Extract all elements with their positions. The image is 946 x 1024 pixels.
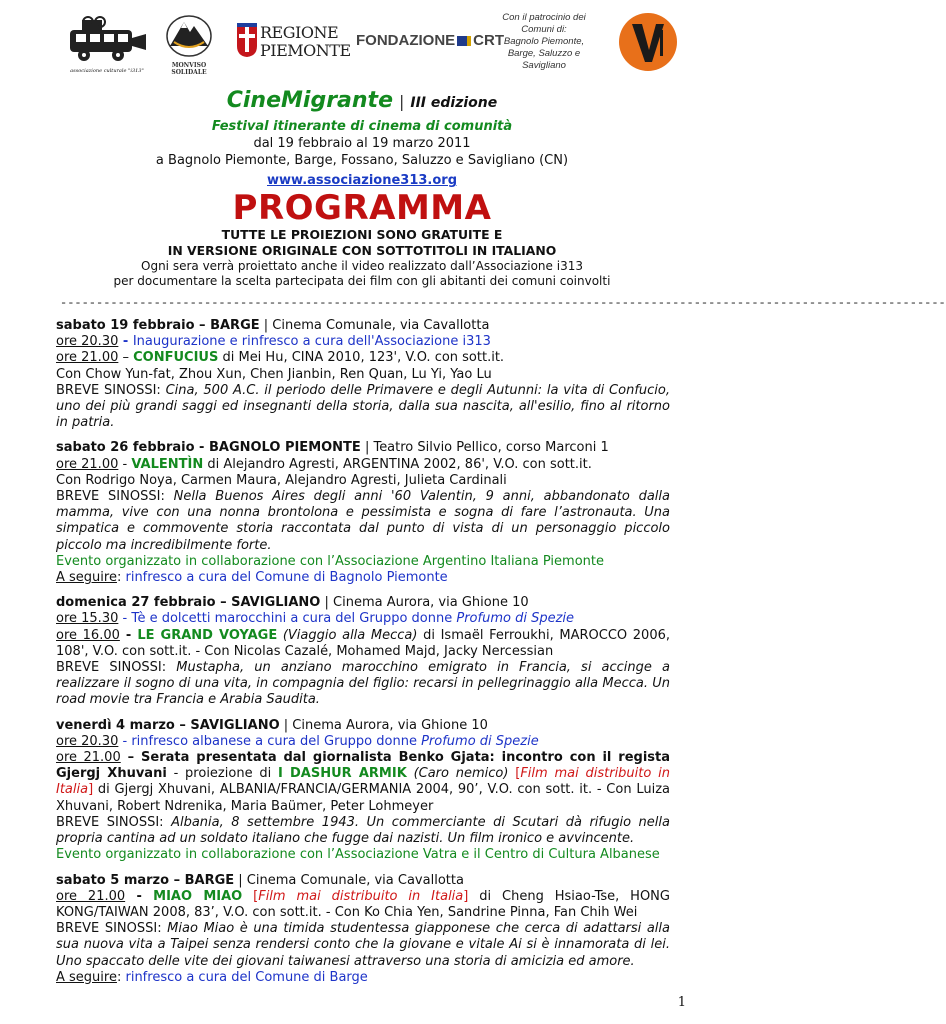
- festival-title: CineMigrante: [226, 88, 393, 113]
- film-title: LE GRAND VOYAGE: [137, 627, 278, 643]
- guest-note: Serata presentata dal giornalista Benko Gjata: incontro con il regista Gjergj Xhuvani: [56, 750, 670, 782]
- website-link[interactable]: www.associazione313.org: [267, 173, 457, 188]
- group-name: Profumo di Spezie: [421, 733, 539, 749]
- film-info: di Gjergj Xhuvani, ALBANIA/FRANCIA/GERMANIA 2004, 90’, V.O. con sott. it. - Con Luiza Xhuvani, Robert Ndrenika, Maria Baümer, Peter Lohmeyer: [56, 782, 670, 814]
- event-activity: rinfresco albanese a cura del Gruppo donne: [131, 733, 422, 749]
- festival-places: a Bagnolo Piemonte, Barge, Fossano, Saluzzo e Savigliano (CN): [155, 153, 569, 168]
- film-subtitle: (Caro nemico): [406, 766, 509, 782]
- event-date: venerdì 4 marzo – SAVIGLIANO: [56, 717, 280, 733]
- collaboration-note: Evento organizzato in collaborazione con l’Associazione Argentino Italiana Piemonte: [56, 553, 604, 569]
- event-venue: | Cinema Aurora, via Ghione 10: [320, 595, 529, 611]
- crt-right-text: CRT: [473, 32, 504, 49]
- title-line: [40, 86, 684, 118]
- event-date: sabato 26 febbraio - BAGNOLO PIEMONTE: [56, 440, 361, 456]
- event-date: sabato 5 marzo – BARGE: [56, 872, 235, 888]
- event-date: domenica 27 febbraio – SAVIGLIANO: [56, 595, 321, 611]
- event-27-feb: domenica 27 febbraio – SAVIGLIANO | Cinema Aurora, via Ghione 10 ore 15.30 - Tè e dolcetti marocchini a cura del Gruppo donne Profumo di Spezie ore 16.00 - LE GRAND VOYAGE (Viaggio alla Mecca) di Ismaël Ferroukhi, MAROCCO 2006, 108', V.O. con sott.it. - Con Nicolas Cazalé, Mohamed Majd, Jacky Nercessian BREVE SINOSSI: Mustapha, un anziano marocchino emigrato in Francia, si accinge a realizzare il sogno di una vita, in compagnia del figlio: recarsi in pellegrinaggio alla Mecca. Un road movie tra Francia e Arabia Saudita.: [56, 595, 670, 708]
- event-time: ore 21.00: [56, 350, 119, 366]
- synopsis-text: Cina, 500 A.C. il periodo delle Primavere e degli Autunni: la vita di Confucio, uno dei più grandi saggi ed insegnanti della storia, dalla sua nascita, all'esilio, fino al ritorno in patria.: [56, 382, 670, 431]
- fondazione-crt-logo: [356, 32, 504, 56]
- synopsis-label: BREVE SINOSSI:: [56, 921, 168, 937]
- patronage-line5: Savigliano: [522, 60, 566, 71]
- synopsis-label: BREVE SINOSSI:: [56, 489, 174, 505]
- page-number: 1: [677, 995, 686, 1010]
- patronage-note: [478, 12, 610, 72]
- film-title: I DASHUR ARMIK: [278, 766, 407, 782]
- film-info: di Ismaël Ferroukhi, MAROCCO 2006, 108', V.O. con sott.it. - Con Nicolas Cazalé, Mohamed Majd, Jacky Nercessian: [56, 627, 670, 659]
- festival-header: [40, 86, 684, 289]
- festival-dates: dal 19 febbraio al 19 marzo 2011: [253, 136, 471, 151]
- patronage-line1: Con il patrocinio dei: [502, 12, 586, 23]
- title-separator: |: [399, 92, 405, 111]
- regione-piemonte-logo: [236, 22, 351, 66]
- after-text: rinfresco a cura del Comune di Bagnolo Piemonte: [125, 570, 448, 586]
- crt-left-text: FONDAZIONE: [356, 32, 456, 49]
- film-title: CONFUCIUS: [133, 350, 219, 366]
- event-venue: | Teatro Silvio Pellico, corso Marconi 1: [360, 440, 609, 456]
- caravan-icon: [62, 16, 152, 64]
- film-cast: Con Chow Yun-fat, Zhou Xun, Chen Jianbin, Ren Quan, Lu Yi, Yao Lu: [56, 366, 492, 382]
- event-time: ore 20.30: [56, 733, 119, 749]
- event-19-feb: sabato 19 febbraio – BARGE | Cinema Comunale, via Cavallotta ore 20.30 - Inaugurazione e rinfresco a cura dell'Associazione i313 ore 21.00 – CONFUCIUS di Mei Hu, CINA 2010, 123', V.O. con sott.it. Con Chow Yun-fat, Zhou Xun, Chen Jianbin, Ren Quan, Lu Yi, Yao Lu BREVE SINOSSI: Cina, 500 A.C. il periodo delle Primavere e degli Autunni: la vita di Confucio, uno dei più grandi saggi ed insegnanti della storia, dalla sua nascita, all'esilio, fino al ritorno in patria.: [56, 318, 670, 431]
- synopsis-text: Mustapha, un anziano marocchino emigrato in Francia, si accinge a realizzare il sogno di una vita, in compagnia del figlio: recarsi in pellegrinaggio alla Mecca. Un road movie tra Francia e Arabia Saudita.: [56, 660, 670, 708]
- film-info: di Alejandro Agresti, ARGENTINA 2002, 86', V.O. con sott.it.: [203, 456, 592, 472]
- event-time: ore 16.00: [56, 627, 120, 643]
- event-venue: | Cinema Comunale, via Cavallotta: [259, 318, 490, 333]
- synopsis-text: Miao Miao è una timida studentessa giapponese che cerca di adattarsi alla sua nuova vita a Taipei senza rendersi conto che la giovane e vitale Ai si è innamorata di lei. Uno spaccato delle vite dei giovani taiwanesi attraverso una storia di amicizia ed amore.: [56, 921, 670, 969]
- event-activity: Inaugurazione e rinfresco a cura dell'Associazione i313: [132, 334, 491, 350]
- event-date: sabato 19 febbraio – BARGE: [56, 318, 260, 333]
- synopsis-text: Albania, 8 settembre 1943. Un commerciante di Scutari dà rifugio nella propria cantina ad un soldato italiano che fugge dai nazisti. Un film ironico e avvincente.: [56, 814, 670, 847]
- regione-line2: PIEMONTE: [260, 41, 351, 60]
- event-time: ore 21.00: [56, 456, 119, 472]
- group-name: Profumo di Spezie: [456, 611, 575, 627]
- event-26-feb: sabato 26 febbraio - BAGNOLO PIEMONTE | Teatro Silvio Pellico, corso Marconi 1 ore 21.00 - VALENTÌN di Alejandro Agresti, ARGENTINA 2002, 86', V.O. con sott.it. Con Rodrigo Noya, Carmen Maura, Alejandro Agresti, Julieta Cardinali BREVE SINOSSI: Nella Buenos Aires degli anni '60 Valentin, 9 anni, abbandonato dalla mamma, vive con una nonna brontolona e pessimista e sogna di fare l’astronauta. Una simpatica e commovente storia raccontata dal punto di vista di un personaggio piccolo piccolo ma incredibilmente forte. Evento organizzato in collaborazione con l’Associazione Argentino Italiana Piemonte A seguire: rinfresco a cura del Comune di Bagnolo Piemonte: [56, 440, 670, 586]
- never-distributed-note: Film mai distribuito in Italia: [56, 766, 670, 798]
- event-venue: | Cinema Aurora, via Ghione 10: [279, 717, 488, 733]
- after-label: A seguire: [56, 969, 117, 985]
- crt-square-icon: [457, 36, 471, 46]
- event-time: ore 21.00: [56, 750, 121, 766]
- never-distributed-note: Film mai distribuito in Italia: [258, 888, 464, 904]
- v-emblem-icon: [618, 12, 678, 72]
- event-time: ore 21.00: [56, 888, 126, 904]
- cinemigrante-v-logo: [618, 12, 678, 72]
- event-activity: Tè e dolcetti marocchini a cura del Gruppo donne: [131, 611, 457, 627]
- collaboration-note: Evento organizzato in collaborazione con l’Associazione Vatra e il Centro di Cultura Albanese: [56, 847, 660, 863]
- events-list: [56, 318, 670, 995]
- edition-label: III edizione: [410, 95, 498, 111]
- programma-heading: PROGRAMMA: [232, 188, 492, 228]
- film-title: VALENTÌN: [131, 456, 204, 472]
- film-title: MIAO MIAO: [153, 888, 243, 904]
- mountain-icon: [164, 12, 214, 58]
- monviso-solidale-logo: [164, 12, 214, 76]
- free-notice-line1: TUTTE LE PROIEZIONI SONO GRATUITE E: [221, 227, 503, 242]
- synopsis-text: Nella Buenos Aires degli anni '60 Valentin, 9 anni, abbandonato dalla mamma, vive con una nonna brontolona e pessimista e sogna di fare l’astronauta. Una simpatica e commovente storia raccontata dal punto di vista di un personaggio piccolo piccolo ma incredibilmente forte.: [56, 489, 670, 553]
- synopsis-label: BREVE SINOSSI:: [56, 382, 166, 398]
- monviso-name: MONVISO: [171, 62, 207, 69]
- free-notice-line2: IN VERSIONE ORIGINALE CON SOTTOTITOLI IN ITALIANO: [167, 243, 557, 258]
- after-label: A seguire: [56, 570, 117, 586]
- film-info: di Cheng Hsiao-Tse, HONG KONG/TAIWAN 2008, 83’, V.O. con sott.it. - Con Ko Chia Yen, Sandrine Pinna, Fan Chih Wei: [56, 888, 670, 920]
- monviso-sub: SOLIDALE: [171, 69, 207, 76]
- regione-line1: REGIONE: [260, 23, 339, 42]
- regione-shield-icon: [236, 22, 258, 58]
- assoc-313-caption: associazione culturale "i313": [70, 68, 144, 74]
- video-notice-line1: Ogni sera verrà proiettato anche il video realizzato dall’Associazione i313: [141, 259, 583, 273]
- film-subtitle: (Viaggio alla Mecca): [277, 627, 418, 643]
- assoc-313-logo: [62, 16, 152, 72]
- film-info: di Mei Hu, CINA 2010, 123', V.O. con sott.it.: [218, 350, 505, 366]
- event-5-mar: sabato 5 marzo – BARGE | Cinema Comunale, via Cavallotta ore 21.00 - MIAO MIAO [Film mai distribuito in Italia] di Cheng Hsiao-Tse, HONG KONG/TAIWAN 2008, 83’, V.O. con sott.it. - Con Ko Chia Yen, Sandrine Pinna, Fan Chih Wei BREVE SINOSSI: Miao Miao è una timida studentessa giapponese che cerca di adattarsi alla sua nuova vita a Taipei senza rendersi conto che la giovane e vitale Ai si è innamorata di lei. Uno spaccato delle vite dei giovani taiwanesi attraverso una storia di amicizia ed amore. A seguire: rinfresco a cura del Comune di Barge: [56, 872, 670, 985]
- after-text: rinfresco a cura del Comune di Barge: [125, 969, 368, 985]
- event-time: ore 15.30: [56, 611, 119, 627]
- film-cast: Con Rodrigo Noya, Carmen Maura, Alejandro Agresti, Julieta Cardinali: [56, 472, 507, 488]
- video-notice-line2: per documentare la scelta partecipata dei film con gli abitanti dei comuni coinvolti: [113, 274, 611, 288]
- event-4-mar: venerdì 4 marzo – SAVIGLIANO | Cinema Aurora, via Ghione 10 ore 20.30 - rinfresco albanese a cura del Gruppo donne Profumo di Spezie ore 21.00 – Serata presentata dal giornalista Benko Gjata: incontro con il regista Gjergj Xhuvani - proiezione di I DASHUR ARMIK (Caro nemico) [Film mai distribuito in Italia] di Gjergj Xhuvani, ALBANIA/FRANCIA/GERMANIA 2004, 90’, V.O. con sott. it. - Con Luiza Xhuvani, Robert Ndrenika, Maria Baümer, Peter Lohmeyer BREVE SINOSSI: Albania, 8 settembre 1943. Un commerciante di Scutari dà rifugio nella propria cantina ad un soldato italiano che fugge dai nazisti. Un film ironico e avvincente. Evento organizzato in collaborazione con l’Associazione Vatra e il Centro di Cultura Albanese: [56, 717, 670, 863]
- synopsis-label: BREVE SINOSSI:: [56, 814, 172, 830]
- event-venue: | Cinema Comunale, via Cavallotta: [234, 872, 464, 888]
- synopsis-label: BREVE SINOSSI:: [56, 660, 177, 676]
- patronage-line4: Barge, Saluzzo e: [507, 48, 581, 59]
- festival-subtitle: Festival itinerante di cinema di comunità: [211, 119, 513, 134]
- event-time: ore 20.30: [56, 334, 119, 350]
- patronage-line2: Comuni di:: [521, 24, 567, 35]
- divider-line: ---------------------------------------------------------------------------------------------------------------------------: [60, 296, 946, 310]
- patronage-line3: Bagnolo Piemonte,: [503, 36, 585, 47]
